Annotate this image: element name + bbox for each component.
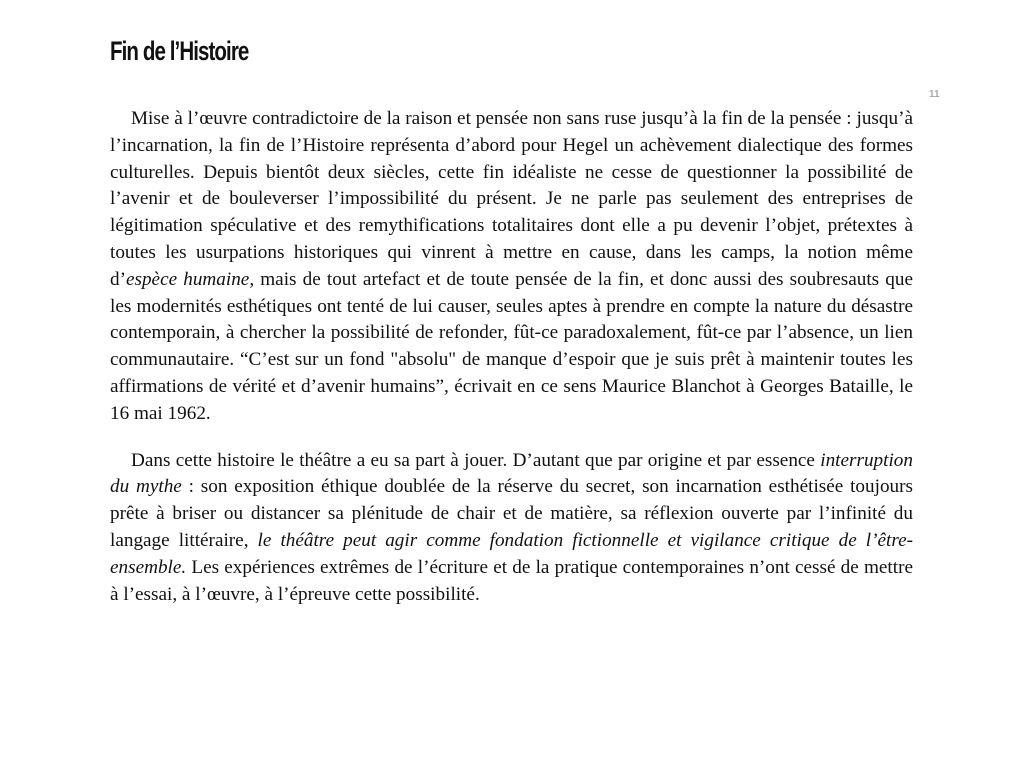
paragraph-1-run: mais de tout artefact et de toute pensée de la fin, et donc aussi des soubresauts que les modernités esthétiques ont tenté de lui causer, seules aptes à prendre en compte la nature du désastre contemporain, à chercher la possibilité de refonder, fût-ce paradoxalement, fût-ce par l’absence, un lien communautaire. “C’est sur un fond "absolu" de manque d’espoir que je suis prêt à maintenir toutes les affirmations de vérité et d’avenir humains”, écrivait en ce sens Maurice Blanchot à Georges Bataille, le 16 mai 1962. [110,268,913,424]
paragraph-1-emphasis: espèce humaine, [125,268,255,290]
paragraph-2-emphasis: le théâtre peut agir comme fondation fictionnelle et vigilance critique de l’être-ensemble. [110,529,913,578]
paragraph-2-run: : son exposition éthique doublée de la réserve du secret, son incarnation esthétisée toujours prête à briser ou distancer sa plénitude de chair et de matière, sa réflexion ouverte par l’infinité du langage littéraire, [110,476,913,551]
body-text [110,106,913,628]
page-number: 11 [929,89,940,100]
paragraph-2 [110,448,913,609]
section-heading: Fin de l’Histoire [110,36,249,66]
paragraph-2-emphasis: interruption du mythe [110,449,913,498]
paragraph-2-run: Les expériences extrêmes de l’écriture et de la pratique contemporaines n’ont cessé de mettre à l’essai, à l’œuvre, à l’épreuve cette possibilité. [110,556,913,605]
paragraph-2-run: Dans cette histoire le théâtre a eu sa part à jouer. D’autant que par origine et par essence [131,449,821,471]
paragraph-1-run: Mise à l’œuvre contradictoire de la raison et pensée non sans ruse jusqu’à la fin de la pensée : jusqu’à l’incarnation, la fin de l’Histoire représenta d’abord pour Hegel un achèvement dialectique des formes culturelles. Depuis bientôt deux siècles, cette fin idéaliste ne cesse de questionner la possibilité de l’avenir et de bouleverser l’impossibilité du présent. Je ne parle pas seulement des entreprises de légitimation spéculative et des remythifications totalitaires dont elle a pu devenir l’objet, prétextes à toutes les usurpations historiques qui vinrent à mettre en cause, dans les camps, la notion même d’ [110,108,913,290]
paragraph-1 [110,106,913,428]
